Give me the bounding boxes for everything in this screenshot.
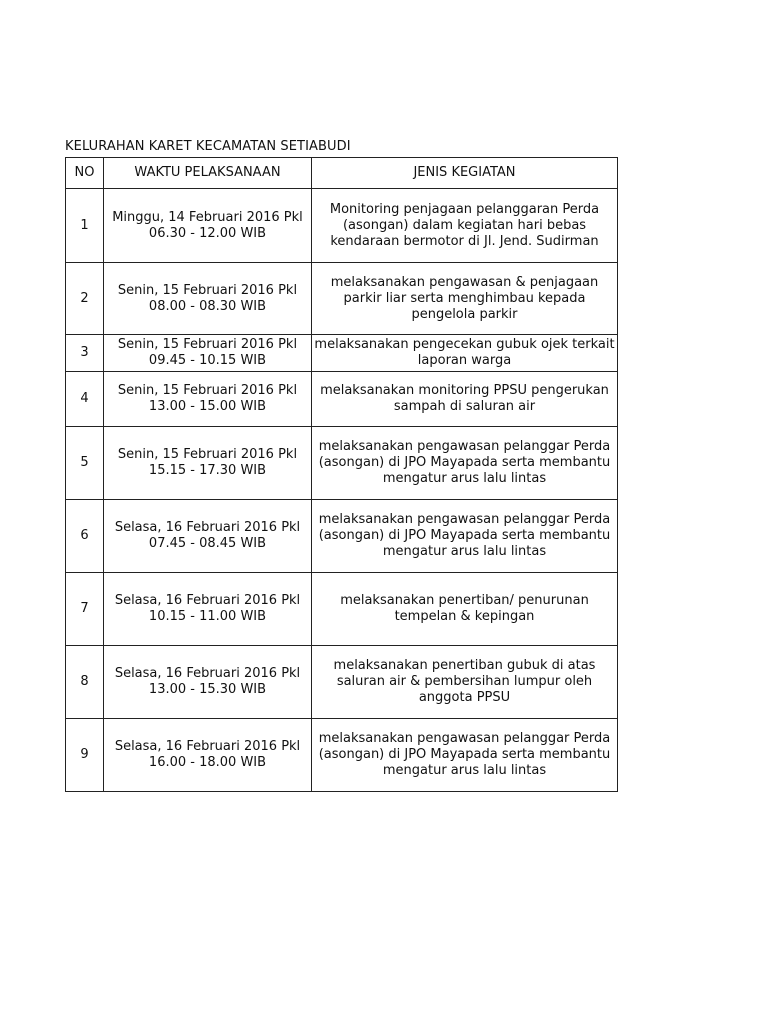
cell-no: 2 bbox=[66, 263, 104, 335]
table-row bbox=[66, 500, 618, 573]
activity-table bbox=[65, 157, 618, 792]
header-time: WAKTU PELAKSANAAN bbox=[104, 158, 312, 189]
cell-no: 3 bbox=[66, 335, 104, 372]
cell-activity: melaksanakan monitoring PPSU pengerukan sampah di saluran air bbox=[312, 372, 618, 427]
cell-activity: melaksanakan pengawasan & penjagaan parkir liar serta menghimbau kepada pengelola parkir bbox=[312, 263, 618, 335]
cell-activity: melaksanakan penertiban gubuk di atas saluran air & pembersihan lumpur oleh anggota PPSU bbox=[312, 646, 618, 719]
header-row bbox=[66, 158, 618, 189]
cell-no: 6 bbox=[66, 500, 104, 573]
table-row bbox=[66, 719, 618, 792]
table-row bbox=[66, 335, 618, 372]
table-row bbox=[66, 427, 618, 500]
cell-time: Selasa, 16 Februari 2016 Pkl 13.00 - 15.30 WIB bbox=[104, 646, 312, 719]
cell-activity: Monitoring penjagaan pelanggaran Perda (asongan) dalam kegiatan hari bebas kendaraan bermotor di Jl. Jend. Sudirman bbox=[312, 189, 618, 263]
cell-no: 4 bbox=[66, 372, 104, 427]
table-header bbox=[66, 158, 618, 189]
cell-activity: melaksanakan pengecekan gubuk ojek terkait laporan warga bbox=[312, 335, 618, 372]
header-no: NO bbox=[66, 158, 104, 189]
cell-no: 1 bbox=[66, 189, 104, 263]
cell-no: 7 bbox=[66, 573, 104, 646]
table-row bbox=[66, 263, 618, 335]
page-title: KELURAHAN KARET KECAMATAN SETIABUDI bbox=[65, 139, 351, 154]
table-row bbox=[66, 189, 618, 263]
cell-no: 5 bbox=[66, 427, 104, 500]
cell-time: Minggu, 14 Februari 2016 Pkl 06.30 - 12.00 WIB bbox=[104, 189, 312, 263]
table-row bbox=[66, 573, 618, 646]
cell-time: Senin, 15 Februari 2016 Pkl 15.15 - 17.30 WIB bbox=[104, 427, 312, 500]
cell-no: 9 bbox=[66, 719, 104, 792]
cell-activity: melaksanakan pengawasan pelanggar Perda (asongan) di JPO Mayapada serta membantu mengatur arus lalu lintas bbox=[312, 427, 618, 500]
cell-time: Selasa, 16 Februari 2016 Pkl 07.45 - 08.45 WIB bbox=[104, 500, 312, 573]
cell-time: Senin, 15 Februari 2016 Pkl 13.00 - 15.00 WIB bbox=[104, 372, 312, 427]
cell-activity: melaksanakan penertiban/ penurunan tempelan & kepingan bbox=[312, 573, 618, 646]
cell-activity: melaksanakan pengawasan pelanggar Perda (asongan) di JPO Mayapada serta membantu mengatur arus lalu lintas bbox=[312, 719, 618, 792]
header-activity: JENIS KEGIATAN bbox=[312, 158, 618, 189]
table-row bbox=[66, 646, 618, 719]
table-body bbox=[66, 189, 618, 792]
cell-time: Senin, 15 Februari 2016 Pkl 09.45 - 10.15 WIB bbox=[104, 335, 312, 372]
table-row bbox=[66, 372, 618, 427]
cell-no: 8 bbox=[66, 646, 104, 719]
cell-activity: melaksanakan pengawasan pelanggar Perda (asongan) di JPO Mayapada serta membantu mengatur arus lalu lintas bbox=[312, 500, 618, 573]
cell-time: Selasa, 16 Februari 2016 Pkl 16.00 - 18.00 WIB bbox=[104, 719, 312, 792]
cell-time: Senin, 15 Februari 2016 Pkl 08.00 - 08.30 WIB bbox=[104, 263, 312, 335]
cell-time: Selasa, 16 Februari 2016 Pkl 10.15 - 11.00 WIB bbox=[104, 573, 312, 646]
